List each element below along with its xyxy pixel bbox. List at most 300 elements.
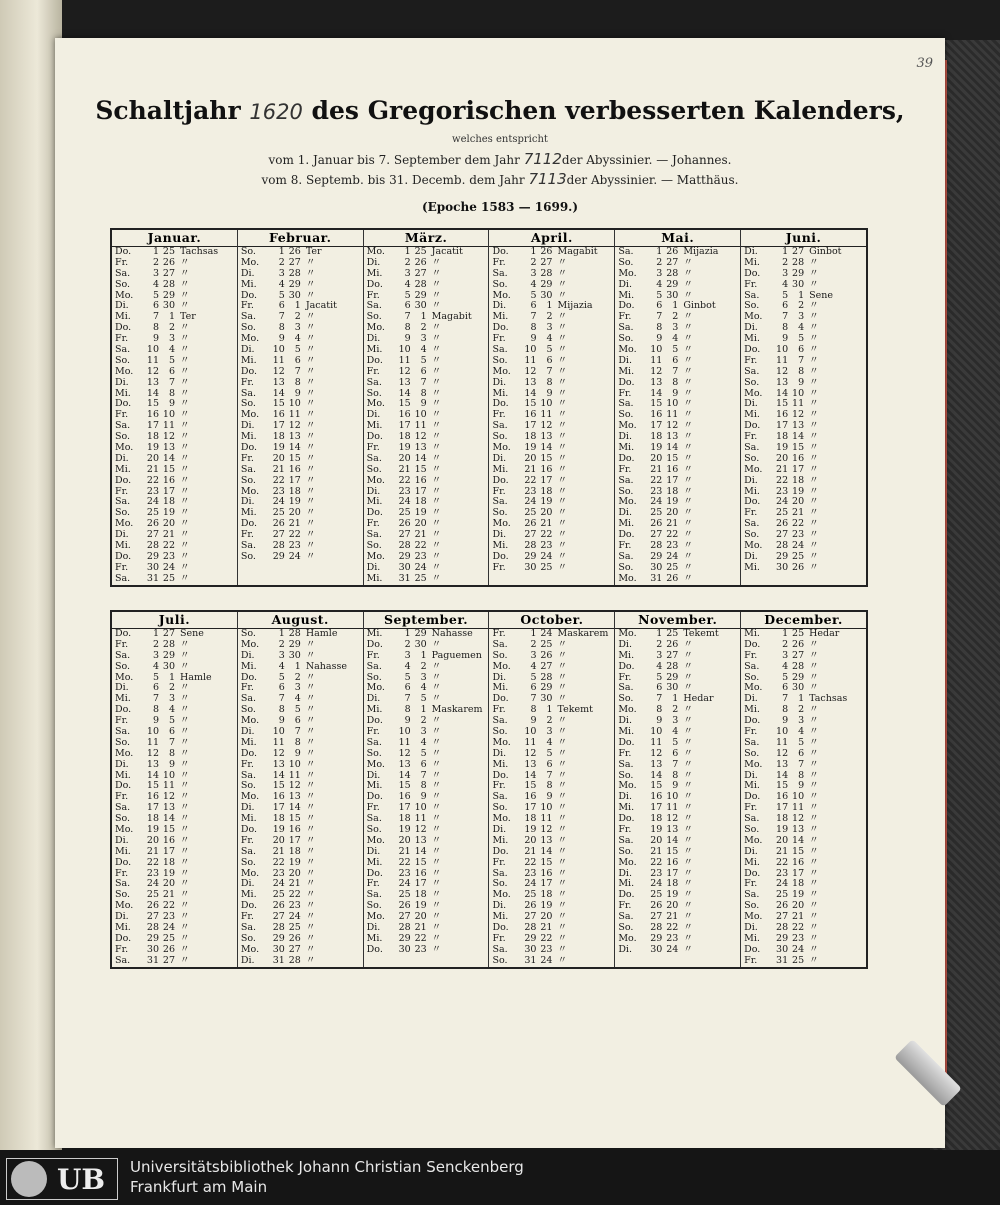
month-column [112, 612, 238, 967]
abyssinian-day: 11 [414, 420, 427, 432]
abyssinian-month: 〃 [305, 791, 316, 803]
abyssinian-month: 〃 [557, 834, 567, 846]
abyssinian-month: 〃 [683, 824, 693, 836]
abyssinian-day: 4 [294, 333, 301, 345]
month-header: Februar. [238, 230, 363, 247]
weekday: Fr. [366, 518, 380, 530]
weekday: So. [366, 463, 382, 475]
abyssinian-day: 30 [792, 278, 805, 290]
abyssinian-month: 〃 [683, 387, 693, 399]
abyssinian-month: 〃 [305, 344, 316, 356]
abyssinian-month: 〃 [431, 900, 442, 912]
abyssinian-day: 4 [420, 736, 427, 748]
gregorian-day: 23 [272, 485, 285, 497]
weekday: Do. [366, 791, 383, 803]
abyssinian-month: 〃 [305, 954, 316, 966]
weekday: Mo. [618, 496, 637, 508]
abyssinian-day: 3 [546, 322, 553, 334]
day-row [364, 574, 489, 585]
gregorian-day: 26 [146, 518, 159, 530]
abyssinian-month: 〃 [305, 943, 316, 955]
abyssinian-day: 26 [288, 246, 301, 257]
abyssinian-month: 〃 [557, 354, 567, 366]
day-row [364, 945, 489, 956]
abyssinian-day: 12 [162, 431, 175, 443]
abyssinian-month: 〃 [431, 791, 442, 803]
abyssinian-month: 〃 [557, 954, 567, 966]
weekday: Di. [240, 954, 255, 966]
abyssinian-month: 〃 [683, 638, 693, 650]
weekday: Di. [744, 845, 758, 857]
abyssinian-month: 〃 [557, 747, 567, 759]
gregorian-day: 16 [650, 791, 663, 803]
abyssinian-month: 〃 [180, 518, 190, 530]
abyssinian-day: 11 [792, 802, 805, 814]
weekday: So. [240, 856, 256, 868]
gregorian-day: 30 [776, 561, 789, 573]
abyssinian-day: 28 [162, 638, 175, 650]
gregorian-day: 25 [146, 889, 159, 901]
abyssinian-day: 18 [288, 485, 301, 497]
gregorian-day: 2 [152, 638, 159, 650]
weekday: Mi. [115, 540, 131, 552]
weekday: Fr. [240, 834, 254, 846]
abyssinian-month: 〃 [431, 834, 442, 846]
weekday: Di. [366, 333, 381, 345]
weekday: Sa. [744, 736, 760, 748]
abyssinian-month: Hedar [809, 628, 840, 639]
abyssinian-day: 1 [168, 671, 175, 683]
abyssinian-month: 〃 [809, 922, 819, 934]
weekday: Mo. [744, 682, 763, 694]
weekday: Mi. [115, 387, 131, 399]
abyssinian-month: 〃 [809, 715, 819, 727]
weekday: Sa. [492, 943, 508, 955]
gregorian-day: 11 [146, 736, 159, 748]
gregorian-day: 13 [650, 376, 663, 388]
weekday: Do. [744, 344, 761, 356]
weekday: Di. [744, 398, 758, 410]
gregorian-day: 29 [146, 550, 159, 562]
gregorian-day: 5 [782, 671, 789, 683]
gregorian-day: 6 [530, 300, 537, 312]
gregorian-day: 24 [650, 878, 663, 890]
weekday: Mo. [115, 824, 134, 836]
weekday: Fr. [115, 409, 129, 421]
abyssinian-day: 19 [792, 485, 805, 497]
abyssinian-day: 30 [288, 649, 301, 661]
gregorian-day: 21 [776, 845, 789, 857]
weekday: Mi. [744, 780, 760, 792]
weekday: Mi. [240, 354, 257, 366]
abyssinian-day: 14 [162, 813, 175, 825]
abyssinian-day: 24 [414, 561, 427, 573]
weekday: Sa. [744, 442, 760, 454]
gregorian-day: 2 [152, 256, 159, 268]
abyssinian-month: 〃 [557, 911, 567, 923]
day-row [741, 280, 866, 291]
abyssinian-month: 〃 [683, 943, 693, 955]
abyssinian-month: 〃 [431, 715, 442, 727]
abyssinian-month: 〃 [305, 420, 316, 432]
day-row [615, 662, 740, 673]
abyssinian-day: 5 [168, 354, 175, 366]
weekday: Do. [744, 715, 761, 727]
title-prefix: Schaltjahr [95, 96, 241, 125]
weekday: Do. [618, 300, 635, 312]
weekday: Mo. [618, 704, 637, 716]
gregorian-day: 27 [146, 529, 159, 541]
gregorian-day: 21 [524, 463, 537, 475]
abyssinian-month: 〃 [305, 878, 316, 890]
abyssinian-day: 11 [666, 409, 679, 421]
abyssinian-month: Ginbot [683, 300, 716, 312]
abyssinian-month: 〃 [683, 769, 693, 781]
abyssinian-day: 18 [540, 889, 553, 901]
abyssinian-day: 4 [168, 344, 175, 356]
gregorian-day: 6 [278, 682, 285, 694]
weekday: Fr. [492, 780, 506, 792]
gregorian-day: 21 [398, 463, 411, 475]
abyssinian-month: 〃 [431, 289, 442, 301]
gregorian-day: 16 [650, 409, 663, 421]
abyssinian-day: 18 [792, 474, 805, 486]
abyssinian-month: 〃 [809, 791, 819, 803]
gregorian-day: 21 [146, 463, 159, 475]
abyssinian-month: 〃 [431, 561, 442, 573]
weekday: Do. [366, 715, 383, 727]
abyssinian-day: 16 [792, 452, 805, 464]
abyssinian-month: 〃 [180, 834, 190, 846]
weekday: So. [618, 256, 634, 268]
gregorian-day: 29 [650, 932, 663, 944]
gregorian-day: 2 [404, 256, 411, 268]
abyssinian-day: 28 [540, 671, 553, 683]
gregorian-day: 9 [278, 715, 285, 727]
abyssinian-day: 13 [792, 824, 805, 836]
abyssinian-day: 28 [666, 660, 679, 672]
gregorian-day: 23 [650, 867, 663, 879]
abyssinian-day: 19 [666, 889, 679, 901]
abyssinian-month: 〃 [809, 311, 819, 323]
weekday: Mi. [492, 387, 509, 399]
abyssinian-month: 〃 [557, 344, 567, 356]
abyssinian-month: 〃 [809, 671, 819, 683]
abyssinian-month: 〃 [180, 889, 190, 901]
abyssinian-month: 〃 [557, 660, 567, 672]
abyssinian-day: 6 [420, 758, 427, 770]
abyssinian-day: 9 [546, 387, 553, 399]
weekday: Mo. [492, 365, 511, 377]
abyssinian-day: 29 [162, 289, 175, 301]
abyssinian-month: Tachsas [809, 693, 848, 705]
abyssinian-day: 10 [666, 398, 679, 410]
abyssinian-day: 1 [672, 300, 679, 312]
gregorian-day: 18 [524, 431, 537, 443]
weekday: Fr. [115, 561, 129, 573]
weekday: So. [492, 431, 508, 443]
month-column [741, 612, 866, 967]
weekday: Mo. [240, 791, 260, 803]
abyssinian-day: 5 [798, 736, 805, 748]
gregorian-day: 10 [524, 726, 537, 738]
weekday: Di. [492, 824, 507, 836]
weekday: Mo. [115, 900, 134, 912]
abyssinian-month: Jacatit [305, 300, 337, 312]
gregorian-day: 19 [146, 824, 159, 836]
weekday: So. [240, 322, 256, 334]
abyssinian-day: 4 [546, 736, 553, 748]
gregorian-day: 3 [530, 267, 537, 279]
abyssinian-day: 17 [792, 867, 805, 879]
gregorian-day: 9 [782, 333, 789, 345]
gregorian-day: 14 [146, 769, 159, 781]
abyssinian-day: 4 [546, 333, 553, 345]
gregorian-day: 18 [272, 431, 285, 443]
abyssinian-month: 〃 [683, 932, 693, 944]
weekday: Sa. [115, 344, 131, 356]
abyssinian-day: 20 [792, 900, 805, 912]
day-row [741, 563, 866, 574]
abyssinian-day: 13 [414, 442, 427, 454]
abyssinian-month: 〃 [431, 529, 442, 541]
weekday: Fr. [240, 682, 254, 694]
abyssinian-day: 15 [540, 452, 553, 464]
weekday: Mo. [744, 387, 763, 399]
weekday: Mo. [366, 834, 385, 846]
day-row [112, 760, 237, 771]
day-row [741, 858, 866, 869]
weekday: Di. [744, 246, 758, 257]
gregorian-day: 26 [650, 900, 663, 912]
weekday: Sa. [366, 889, 382, 901]
gregorian-day: 26 [272, 900, 285, 912]
abyssinian-month: 〃 [557, 387, 567, 399]
abyssinian-month: 〃 [180, 954, 190, 966]
abyssinian-day: 13 [666, 431, 679, 443]
gregorian-day: 15 [650, 398, 663, 410]
abyssinian-day: 1 [672, 693, 679, 705]
ub-logo-text: UB [57, 1162, 106, 1196]
gregorian-day: 1 [152, 628, 159, 639]
day-row [615, 945, 740, 956]
weekday: Sa. [492, 344, 508, 356]
abyssinian-day: 16 [540, 463, 553, 475]
abyssinian-month: 〃 [180, 922, 190, 934]
gregorian-day: 22 [776, 474, 789, 486]
abyssinian-month: 〃 [683, 561, 693, 573]
weekday: Do. [492, 550, 509, 562]
weekday: Mi. [744, 485, 760, 497]
abyssinian-day: 26 [414, 256, 427, 268]
abyssinian-month: 〃 [809, 660, 819, 672]
gregorian-day: 26 [272, 518, 285, 530]
gregorian-day: 5 [530, 671, 537, 683]
gregorian-day: 16 [776, 409, 789, 421]
abyssinian-day: 24 [666, 943, 679, 955]
weekday: Mi. [366, 267, 383, 279]
gregorian-day: 10 [272, 344, 285, 356]
gregorian-day: 23 [650, 485, 663, 497]
abyssinian-month: Sene [180, 628, 204, 639]
abyssinian-day: 25 [414, 572, 427, 584]
gregorian-day: 14 [524, 387, 537, 399]
abyssinian-month: 〃 [305, 376, 316, 388]
abyssinian-month: 〃 [683, 726, 693, 738]
abyssinian-day: 22 [540, 932, 553, 944]
weekday: So. [240, 932, 256, 944]
weekday: Sa. [115, 954, 131, 966]
abyssinian-month: 〃 [809, 387, 819, 399]
weekday: Mi. [618, 802, 635, 814]
abyssinian-month: 〃 [305, 540, 316, 552]
weekday: Do. [744, 791, 761, 803]
abyssinian-month: 〃 [809, 496, 819, 508]
abyssinian-day: 19 [414, 507, 427, 519]
gregorian-day: 30 [146, 561, 159, 573]
weekday: So. [618, 561, 634, 573]
abyssinian-month: Magabit [557, 246, 598, 257]
abyssinian-month: 〃 [809, 954, 819, 966]
gregorian-day: 26 [524, 518, 537, 530]
abyssinian-month: 〃 [557, 715, 567, 727]
gregorian-day: 15 [272, 398, 285, 410]
gregorian-day: 31 [650, 572, 663, 584]
weekday: Di. [240, 267, 255, 279]
abyssinian-month: 〃 [557, 463, 567, 475]
gregorian-day: 31 [146, 572, 159, 584]
gregorian-day: 21 [146, 845, 159, 857]
abyssinian-day: 24 [666, 550, 679, 562]
gregorian-day: 23 [524, 485, 537, 497]
gregorian-day: 19 [776, 442, 789, 454]
weekday: So. [115, 889, 131, 901]
weekday: Fr. [744, 726, 758, 738]
abyssinian-day: 1 [420, 704, 427, 716]
abyssinian-month: 〃 [431, 922, 442, 934]
month-header: Juli. [112, 612, 237, 629]
gregorian-day: 18 [776, 431, 789, 443]
gregorian-day: 28 [524, 540, 537, 552]
abyssinian-month: 〃 [557, 769, 567, 781]
abyssinian-month: 〃 [180, 485, 190, 497]
weekday: Mi. [618, 442, 635, 454]
abyssinian-day: 8 [546, 780, 553, 792]
abyssinian-month: 〃 [809, 747, 819, 759]
abyssinian-month: 〃 [809, 867, 819, 879]
weekday: Do. [618, 736, 635, 748]
gregorian-day: 10 [146, 726, 159, 738]
weekday: Di. [115, 300, 129, 312]
abyssinian-day: 18 [792, 878, 805, 890]
abyssinian-month: 〃 [809, 409, 819, 421]
abyssinian-day: 7 [672, 758, 679, 770]
gregorian-day: 27 [524, 529, 537, 541]
weekday: Di. [240, 878, 255, 890]
weekday: Do. [115, 246, 132, 257]
weekday: Fr. [744, 507, 758, 519]
weekday: Mi. [744, 409, 760, 421]
weekday: Fr. [366, 802, 380, 814]
day-row [238, 956, 363, 967]
weekday: Di. [240, 344, 255, 356]
abyssinian-day: 10 [288, 758, 301, 770]
abyssinian-month: 〃 [305, 867, 316, 879]
abyssinian-month: 〃 [180, 769, 190, 781]
gregorian-day: 25 [524, 507, 537, 519]
abyssinian-day: 25 [540, 638, 553, 650]
abyssinian-day: 23 [288, 540, 301, 552]
abyssinian-day: 11 [540, 813, 553, 825]
abyssinian-day: 16 [540, 867, 553, 879]
gregorian-day: 22 [650, 474, 663, 486]
abyssinian-month: 〃 [683, 550, 693, 562]
abyssinian-day: 15 [414, 463, 427, 475]
abyssinian-day: 15 [792, 845, 805, 857]
abyssinian-day: 13 [540, 834, 553, 846]
abyssinian-day: 9 [420, 791, 427, 803]
weekday: So. [744, 900, 760, 912]
gregorian-day: 8 [278, 704, 285, 716]
month-column [238, 230, 364, 585]
gregorian-day: 14 [398, 769, 411, 781]
abyssinian-day: 16 [162, 834, 175, 846]
gregorian-day: 27 [650, 529, 663, 541]
gregorian-day: 22 [398, 856, 411, 868]
gregorian-day: 7 [656, 311, 663, 323]
weekday: Di. [366, 256, 381, 268]
abyssinian-day: 22 [162, 540, 175, 552]
weekday: Mo. [492, 813, 511, 825]
gregorian-day: 10 [776, 344, 789, 356]
abyssinian-month: 〃 [683, 333, 693, 345]
gregorian-day: 12 [146, 747, 159, 759]
gregorian-day: 24 [776, 496, 789, 508]
weekday: So. [618, 845, 634, 857]
abyssinian-day: 19 [666, 496, 679, 508]
gregorian-day: 17 [146, 420, 159, 432]
gregorian-day: 16 [524, 409, 537, 421]
abyssinian-month: 〃 [305, 409, 316, 421]
abyssinian-day: 23 [540, 943, 553, 955]
gregorian-day: 3 [656, 267, 663, 279]
abyssinian-day: 10 [414, 409, 427, 421]
gregorian-day: 16 [146, 791, 159, 803]
month-column [741, 230, 866, 585]
abyssinian-month: 〃 [180, 550, 190, 562]
gregorian-day: 13 [776, 376, 789, 388]
abyssinian-day: 11 [162, 780, 175, 792]
abyssinian-month: 〃 [683, 420, 693, 432]
abyssinian-day: 27 [540, 256, 553, 268]
weekday: Di. [240, 420, 255, 432]
abyssinian-day: 10 [792, 791, 805, 803]
gregorian-day: 7 [404, 311, 411, 323]
weekday: Mo. [744, 463, 763, 475]
abyssinian-day: 5 [294, 344, 301, 356]
abyssinian-month: 〃 [683, 344, 693, 356]
abyssinian-day: 5 [420, 747, 427, 759]
abyssinian-month: 〃 [305, 802, 316, 814]
abyssinian-day: 1 [294, 300, 301, 312]
abyssinian-day: 5 [168, 715, 175, 727]
abyssinian-month: 〃 [683, 267, 693, 279]
abyssinian-day: 18 [162, 856, 175, 868]
abyssinian-day: 14 [414, 452, 427, 464]
abyssinian-month: 〃 [683, 682, 693, 694]
abyssinian-month: 〃 [557, 518, 567, 530]
weekday: Fr. [744, 354, 758, 366]
